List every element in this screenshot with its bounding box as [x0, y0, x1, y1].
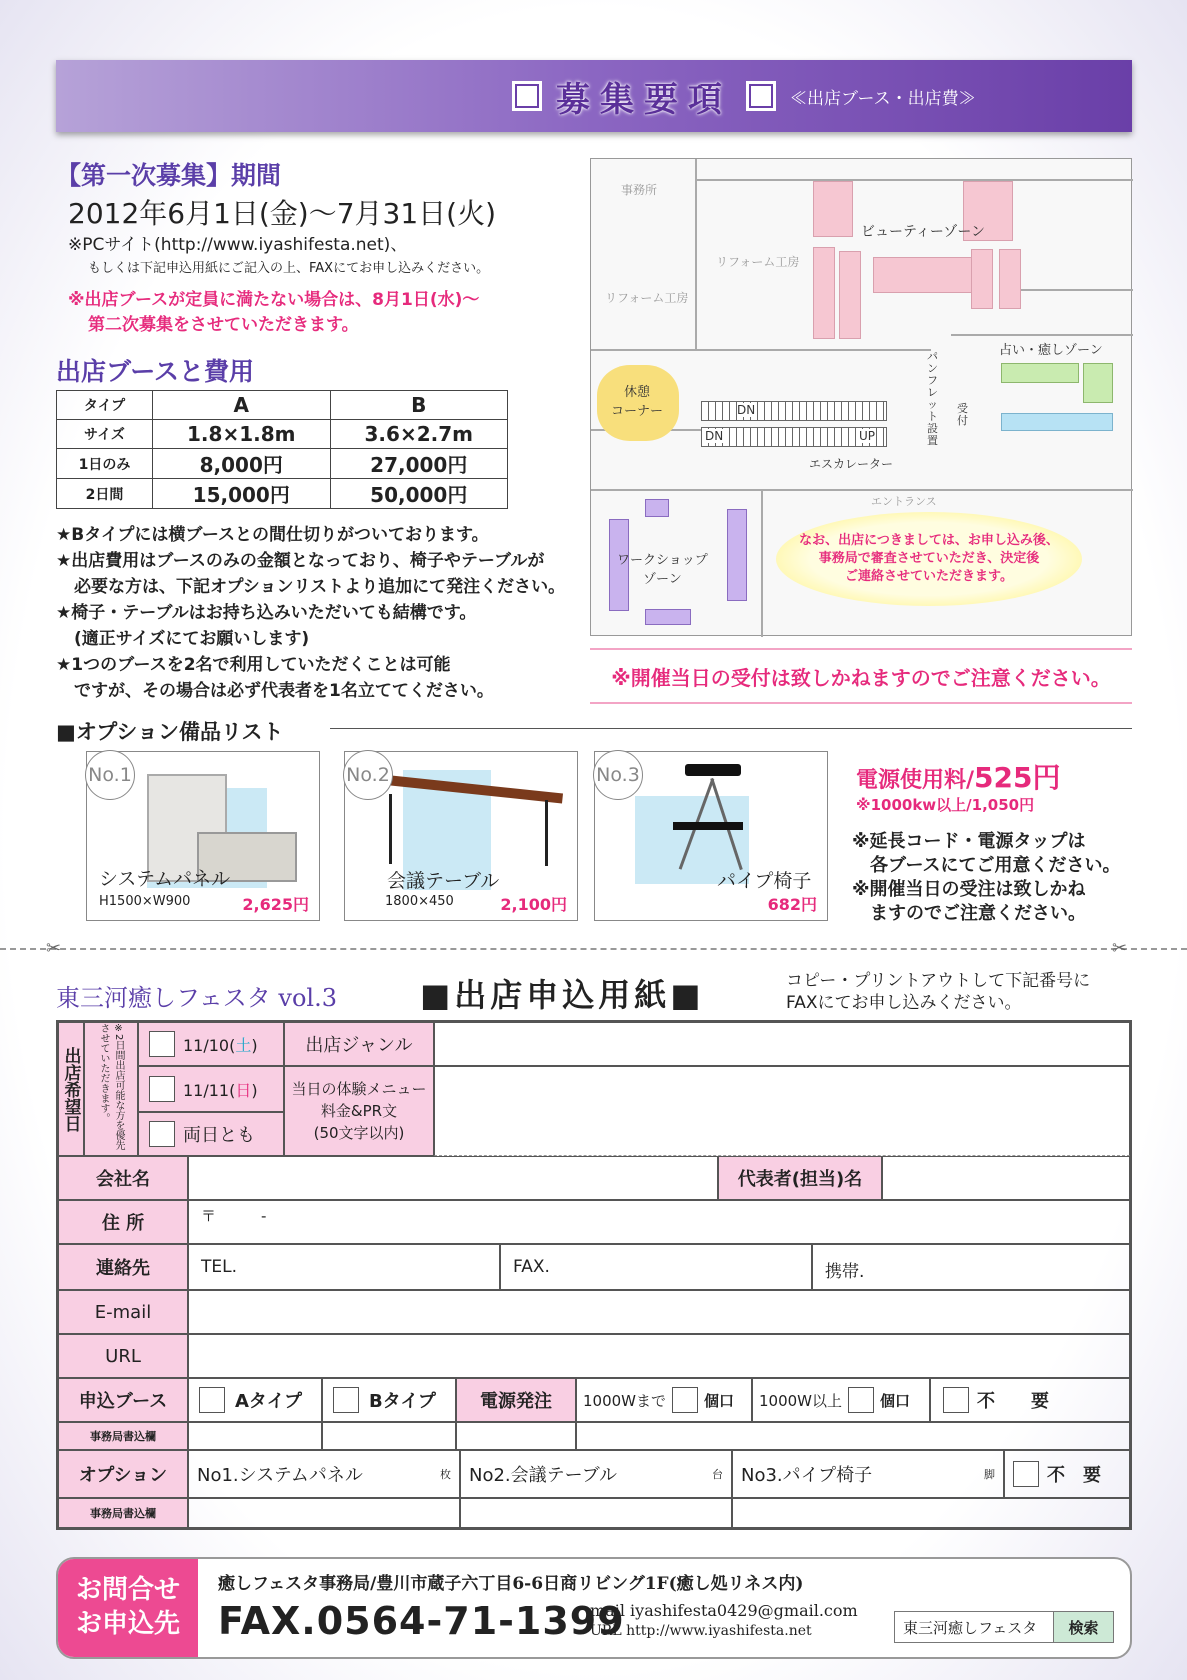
booth-block: [813, 181, 853, 237]
option-size: H1500×W900: [99, 894, 191, 909]
period-dates: 2012年6月1日(金)〜7月31日(火): [68, 197, 497, 230]
square-icon: [512, 81, 542, 111]
table-cell: 15,000円: [153, 479, 331, 509]
note-line: 必要な方は、下記オプションリストより追加にて発注ください。: [74, 577, 566, 597]
booth-block: [971, 249, 993, 309]
onsite-warning: ※開催当日の受付は致しかねますのでご注意ください。: [590, 648, 1132, 704]
search-input[interactable]: 東三河癒しフェスタ: [903, 1618, 1038, 1637]
note-line: (適正サイズにてお願いします): [74, 629, 310, 649]
map-dn1: DN: [737, 403, 756, 417]
office-use-label: 事務局書込欄: [58, 1498, 188, 1528]
option-no: No.3: [593, 750, 643, 800]
office-address: 癒しフェスタ事務局/豊川市蔵子六丁目6-6日商リビング1F(癒し処リネス内): [218, 1574, 804, 1594]
table-cell: 1.8×1.8m: [153, 420, 331, 449]
both-days-row: 両日とも: [138, 1112, 284, 1156]
period-note2: もしくは下記申込用紙にご記入の上、FAXにてお申し込みください。: [88, 261, 490, 276]
map-entrance: エントランス: [871, 495, 937, 508]
site-url[interactable]: URL http://www.iyashifesta.net: [590, 1623, 812, 1639]
email-label: E-mail: [58, 1290, 188, 1334]
tel-input[interactable]: TEL.: [188, 1244, 500, 1290]
genre-input[interactable]: [434, 1022, 1130, 1066]
booth-block: [999, 249, 1021, 309]
booth-block: [727, 509, 747, 601]
table-row: [57, 391, 508, 420]
url-input[interactable]: [188, 1334, 1130, 1378]
day2-row: 11/11(日): [138, 1066, 284, 1112]
escalator-up: [701, 401, 887, 421]
power-under-checkbox[interactable]: [672, 1387, 698, 1413]
option1-input[interactable]: No1.システムパネル 枚: [188, 1450, 460, 1498]
contact-label: 連絡先: [58, 1244, 188, 1290]
office-use-cell: [322, 1422, 456, 1450]
map-fortune: 占い・癒しゾーン: [999, 343, 1103, 358]
address-input[interactable]: 〒 -: [188, 1200, 1130, 1244]
header-banner: [56, 60, 1132, 132]
contact-label: お問合せ お申込先: [58, 1559, 198, 1657]
option-no: No.2: [343, 750, 393, 800]
table-cell: 50,000円: [330, 479, 508, 509]
url-label: URL: [58, 1334, 188, 1378]
email-input[interactable]: [188, 1290, 1130, 1334]
option-card: [594, 751, 828, 921]
map-beauty: ビューティーゾーン: [861, 224, 986, 240]
map-pamphlet: パンフレット設置: [927, 350, 938, 447]
options-heading: ■オプション備品リスト: [56, 720, 284, 744]
option-name: パイプ椅子: [717, 870, 812, 892]
power-order-label: 電源発注: [456, 1378, 576, 1422]
company-input[interactable]: [188, 1156, 718, 1200]
option-name: 会議テーブル: [387, 870, 500, 892]
option-unneeded: 不 要: [1004, 1450, 1130, 1498]
square-icon: [746, 81, 776, 111]
table-cell: B: [330, 391, 508, 420]
application-form: [56, 1020, 1132, 1530]
table-cell: 27,000円: [330, 449, 508, 479]
option-unneeded-checkbox[interactable]: [1013, 1461, 1039, 1487]
table-cell: サイズ: [57, 420, 153, 449]
fax-number: FAX.0564-71-1399: [218, 1599, 625, 1643]
scissors-icon: ✂: [1112, 938, 1128, 959]
map-escalator: エスカレーター: [809, 457, 894, 471]
page-title: 募集要項: [556, 79, 732, 120]
map-workshop: ワークショップ ゾーン: [617, 553, 708, 587]
booth-block: [839, 251, 861, 339]
office-use-cell: [188, 1498, 460, 1528]
note-line: ★出店費用はブースのみの金額となっており、椅子やテーブルが: [56, 551, 545, 571]
option-label: オプション: [58, 1450, 188, 1498]
form-instructions: コピー・プリントアウトして下記番号に FAXにてお申し込みください。: [786, 971, 1091, 1013]
wish-day-label: 出店希望日: [58, 1022, 84, 1156]
map-up: UP: [859, 429, 876, 443]
period-heading: 【第一次募集】期間: [56, 161, 282, 190]
power-fee: 電源使用料/525円: [856, 761, 1061, 794]
fee-table: [56, 390, 508, 509]
type-b-checkbox[interactable]: [333, 1387, 359, 1413]
option-no: No.1: [85, 750, 135, 800]
map-reform1: リフォーム工房: [716, 255, 800, 269]
period-note1: ※PCサイト(http://www.iyashifesta.net)、: [68, 235, 408, 255]
rep-label: 代表者(担当)名: [718, 1156, 882, 1200]
page-subtitle: ≪出店ブース・出店費≫: [790, 88, 976, 109]
contact-box: [56, 1557, 1132, 1659]
power-unneeded-option: 不 要: [930, 1378, 1130, 1422]
wish-day-note: ※2日間出店可能な方を優先させていただきます。: [84, 1022, 138, 1156]
note-line: ★1つのブースを2名で利用していただくことは可能: [56, 655, 451, 675]
mail-url: [590, 1601, 858, 1641]
table-cell: A: [153, 391, 331, 420]
apply-booth-label: 申込ブース: [58, 1378, 188, 1422]
table-row: [57, 479, 508, 509]
option-notes: ※延長コード・電源タップは 各ブースにてご用意ください。 ※開催当日の受注は致しかね ますのでご注意ください。: [852, 831, 1121, 924]
table-cell: 8,000円: [153, 449, 331, 479]
review-notice: なお、出店につきましては、お申し込み後、 事務局で審査させていただき、決定後 ご連絡させていただきます。: [776, 512, 1082, 606]
booth-block: [813, 247, 835, 339]
period-pink2: 第二次募集をさせていただきます。: [88, 315, 359, 335]
booth-notes: [56, 522, 565, 704]
power-over-checkbox[interactable]: [848, 1387, 874, 1413]
genre-label: 出店ジャンル: [284, 1022, 434, 1066]
address-label: 住 所: [58, 1200, 188, 1244]
booth-block: [1083, 363, 1113, 403]
power-under-option: 1000Wまで 個口: [576, 1378, 752, 1422]
event-name: 東三河癒しフェスタ vol.3: [56, 984, 338, 1012]
menu-label: 当日の体験メニュー 料金&PR文 (50文字以内): [284, 1066, 434, 1156]
booth-heading: 出店ブースと費用: [56, 357, 255, 386]
search-box: [894, 1611, 1114, 1643]
period-pink1: ※出店ブースが定員に満たない場合は、8月1日(水)〜: [68, 290, 480, 310]
scissors-icon: ✂: [46, 938, 62, 959]
option-card: [86, 751, 320, 921]
option3-input[interactable]: No3.パイプ椅子 脚: [732, 1450, 1004, 1498]
table-cell: タイプ: [57, 391, 153, 420]
booth-block: [1001, 363, 1079, 383]
search-button[interactable]: 検索: [1053, 1612, 1113, 1642]
table-row: [57, 449, 508, 479]
power-unneeded-checkbox[interactable]: [943, 1387, 969, 1413]
option-size: 1800×450: [385, 894, 454, 909]
note-line: ですが、その場合は必ず代表者を1名立ててください。: [74, 681, 494, 701]
table-cell: 1日のみ: [57, 449, 153, 479]
office-use-cell: [456, 1422, 576, 1450]
option-price: 2,100円: [500, 895, 567, 914]
option-card: [344, 751, 578, 921]
map-dn2: DN: [705, 429, 724, 443]
office-use-cell: [732, 1498, 1130, 1528]
form-title: ■出店申込用紙■: [420, 976, 705, 1014]
company-label: 会社名: [58, 1156, 188, 1200]
map-reform2: リフォーム工房: [605, 291, 689, 305]
menu-input[interactable]: [434, 1066, 1130, 1156]
power-over-option: 1000W以上 個口: [752, 1378, 930, 1422]
day2-checkbox[interactable]: [149, 1076, 175, 1102]
fax-input[interactable]: FAX.: [500, 1244, 812, 1290]
day1-row: 11/10(土): [138, 1022, 284, 1066]
power-note: ※1000kw以上/1,050円: [856, 796, 1035, 814]
type-a-option: Aタイプ: [188, 1378, 322, 1422]
day1-checkbox[interactable]: [149, 1031, 175, 1057]
option-price: 682円: [767, 895, 817, 914]
map-rest: 休憩 コーナー: [611, 385, 664, 419]
type-a-checkbox[interactable]: [199, 1387, 225, 1413]
table-row: [57, 420, 508, 449]
office-use-cell: [188, 1422, 322, 1450]
booth-block: [645, 609, 691, 625]
office-use-label: 事務局書込欄: [58, 1422, 188, 1450]
booth-block: [1001, 413, 1113, 431]
table-cell: 2日間: [57, 479, 153, 509]
both-days-checkbox[interactable]: [149, 1121, 175, 1147]
rep-input[interactable]: [882, 1156, 1130, 1200]
office-use-cell: [460, 1498, 732, 1528]
option-price: 2,625円: [242, 895, 309, 914]
office-use-cell: [576, 1422, 1130, 1450]
map-office: 事務所: [621, 183, 658, 197]
table-cell: 3.6×2.7m: [330, 420, 508, 449]
type-b-option: Bタイプ: [322, 1378, 456, 1422]
note-line: ★椅子・テーブルはお持ち込みいただいても結構です。: [56, 603, 477, 623]
map-reception: 受付: [957, 402, 968, 427]
mail-address: mail iyashifesta0429@gmail.com: [590, 1601, 858, 1620]
divider: [330, 728, 1132, 729]
booth-block: [645, 499, 669, 517]
option-name: システムパネル: [99, 868, 231, 890]
option2-input[interactable]: No2.会議テーブル 台: [460, 1450, 732, 1498]
mobile-input[interactable]: 携帯.: [812, 1244, 1130, 1290]
cut-line: [0, 948, 1187, 950]
note-line: ★Bタイプには横ブースとの間仕切りがついております。: [56, 525, 489, 545]
